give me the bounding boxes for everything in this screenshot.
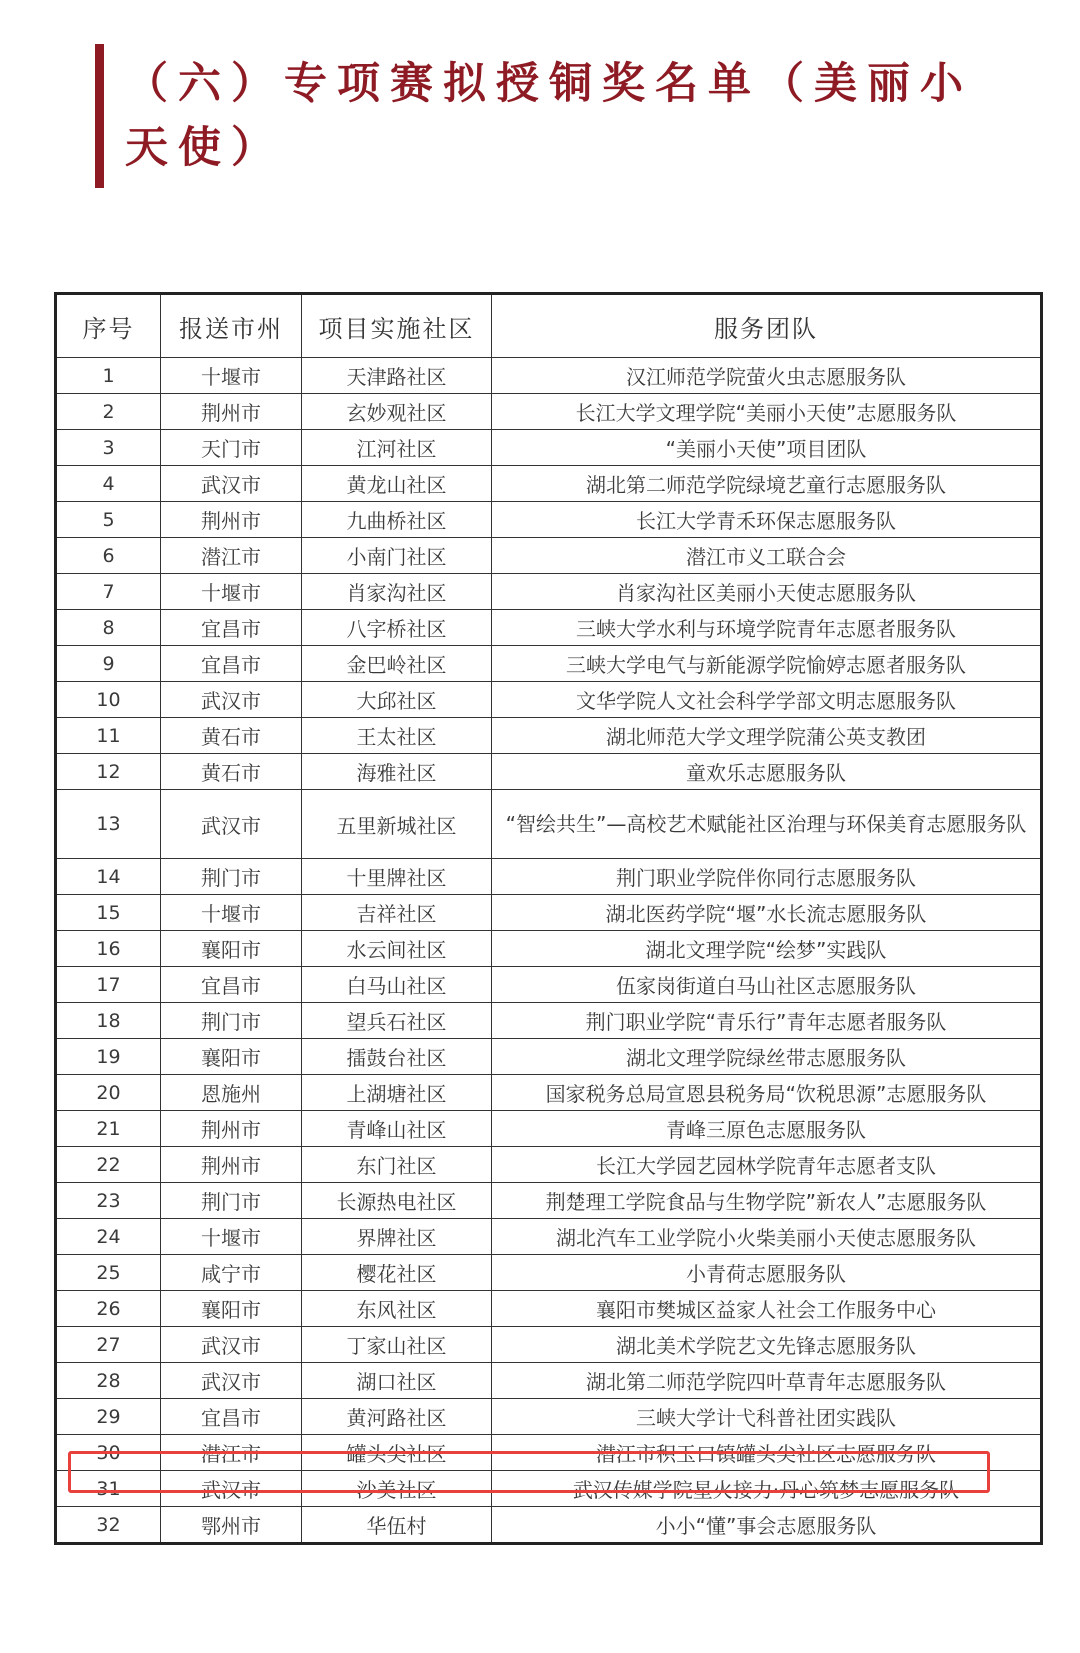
cell-index: 14: [56, 859, 161, 895]
cell-city: 武汉市: [161, 1363, 302, 1399]
table-row: [56, 1147, 1042, 1183]
table-row: [56, 574, 1042, 610]
cell-index: 32: [56, 1507, 161, 1544]
cell-team: 国家税务总局宣恩县税务局“饮税思源”志愿服务队: [492, 1075, 1042, 1111]
table-row: [56, 1075, 1042, 1111]
cell-team: 荆楚理工学院食品与生物学院”新农人”志愿服务队: [492, 1183, 1042, 1219]
cell-team: 武汉传媒学院星火接力·丹心筑梦志愿服务队: [492, 1471, 1042, 1507]
cell-team: 湖北医药学院“堰”水长流志愿服务队: [492, 895, 1042, 931]
cell-city: 襄阳市: [161, 1039, 302, 1075]
table-row: [56, 967, 1042, 1003]
cell-community: 樱花社区: [302, 1255, 492, 1291]
cell-city: 武汉市: [161, 1327, 302, 1363]
table-row: [56, 1039, 1042, 1075]
cell-community: 湖口社区: [302, 1363, 492, 1399]
cell-team: 湖北第二师范学院四叶草青年志愿服务队: [492, 1363, 1042, 1399]
cell-index: 22: [56, 1147, 161, 1183]
cell-community: 水云间社区: [302, 931, 492, 967]
cell-community: 长源热电社区: [302, 1183, 492, 1219]
cell-index: 11: [56, 718, 161, 754]
table-row: [56, 1111, 1042, 1147]
cell-index: 5: [56, 502, 161, 538]
table-row: [56, 1363, 1042, 1399]
cell-index: 7: [56, 574, 161, 610]
table-row: [56, 466, 1042, 502]
cell-community: 五里新城社区: [302, 790, 492, 859]
header-index: 序号: [56, 294, 161, 358]
cell-team: “智绘共生”—高校艺术赋能社区治理与环保美育志愿服务队: [492, 790, 1042, 859]
cell-team: 湖北文理学院绿丝带志愿服务队: [492, 1039, 1042, 1075]
title-accent-bar: [95, 44, 104, 188]
cell-community: 丁家山社区: [302, 1327, 492, 1363]
cell-community: 上湖塘社区: [302, 1075, 492, 1111]
cell-team: 潜江市积玉口镇罐头尖社区志愿服务队: [492, 1435, 1042, 1471]
cell-city: 襄阳市: [161, 931, 302, 967]
table-row: [56, 1399, 1042, 1435]
cell-team: 三峡大学水利与环境学院青年志愿者服务队: [492, 610, 1042, 646]
cell-community: 肖家沟社区: [302, 574, 492, 610]
cell-index: 6: [56, 538, 161, 574]
cell-city: 十堰市: [161, 358, 302, 394]
cell-team: 长江大学青禾环保志愿服务队: [492, 502, 1042, 538]
cell-index: 21: [56, 1111, 161, 1147]
table-row: [56, 790, 1042, 859]
cell-team: 三峡大学计弋科普社团实践队: [492, 1399, 1042, 1435]
cell-team: 小青荷志愿服务队: [492, 1255, 1042, 1291]
cell-index: 31: [56, 1471, 161, 1507]
table-row: [56, 895, 1042, 931]
cell-index: 10: [56, 682, 161, 718]
cell-community: 天津路社区: [302, 358, 492, 394]
cell-city: 荆州市: [161, 394, 302, 430]
cell-team: 湖北汽车工业学院小火柴美丽小天使志愿服务队: [492, 1219, 1042, 1255]
cell-community: 黄龙山社区: [302, 466, 492, 502]
table-row: [56, 859, 1042, 895]
cell-city: 天门市: [161, 430, 302, 466]
cell-city: 襄阳市: [161, 1291, 302, 1327]
cell-index: 1: [56, 358, 161, 394]
award-table: [54, 292, 1043, 1545]
cell-index: 20: [56, 1075, 161, 1111]
table-row: [56, 502, 1042, 538]
cell-city: 武汉市: [161, 466, 302, 502]
table-row: [56, 1219, 1042, 1255]
cell-community: 玄妙观社区: [302, 394, 492, 430]
cell-community: 东门社区: [302, 1147, 492, 1183]
cell-index: 30: [56, 1435, 161, 1471]
table-row: [56, 1003, 1042, 1039]
cell-city: 黄石市: [161, 754, 302, 790]
cell-community: 王太社区: [302, 718, 492, 754]
highlight-box: [68, 1451, 990, 1493]
cell-team: 湖北师范大学文理学院蒲公英支教团: [492, 718, 1042, 754]
cell-city: 宜昌市: [161, 646, 302, 682]
cell-index: 8: [56, 610, 161, 646]
cell-community: 九曲桥社区: [302, 502, 492, 538]
cell-community: 望兵石社区: [302, 1003, 492, 1039]
table-header-row: [56, 294, 1042, 358]
cell-index: 18: [56, 1003, 161, 1039]
cell-community: 海雅社区: [302, 754, 492, 790]
cell-index: 4: [56, 466, 161, 502]
cell-team: 伍家岗街道白马山社区志愿服务队: [492, 967, 1042, 1003]
cell-city: 十堰市: [161, 895, 302, 931]
cell-team: 童欢乐志愿服务队: [492, 754, 1042, 790]
cell-community: 小南门社区: [302, 538, 492, 574]
table-row: [56, 430, 1042, 466]
cell-city: 荆州市: [161, 1147, 302, 1183]
table-row: [56, 931, 1042, 967]
cell-team: 小小“懂”事会志愿服务队: [492, 1507, 1042, 1544]
table-row: [56, 646, 1042, 682]
cell-city: 宜昌市: [161, 967, 302, 1003]
cell-city: 恩施州: [161, 1075, 302, 1111]
table-row: [56, 1183, 1042, 1219]
cell-team: 三峡大学电气与新能源学院愉婷志愿者服务队: [492, 646, 1042, 682]
cell-city: 荆门市: [161, 859, 302, 895]
cell-community: 沙美社区: [302, 1471, 492, 1507]
cell-team: 长江大学园艺园林学院青年志愿者支队: [492, 1147, 1042, 1183]
cell-index: 19: [56, 1039, 161, 1075]
cell-team: 长江大学文理学院“美丽小天使”志愿服务队: [492, 394, 1042, 430]
header-city: 报送市州: [161, 294, 302, 358]
cell-city: 荆门市: [161, 1183, 302, 1219]
cell-community: 十里牌社区: [302, 859, 492, 895]
cell-index: 17: [56, 967, 161, 1003]
table-row: [56, 538, 1042, 574]
cell-city: 十堰市: [161, 574, 302, 610]
table-row: [56, 1327, 1042, 1363]
cell-index: 25: [56, 1255, 161, 1291]
cell-community: 黄河路社区: [302, 1399, 492, 1435]
cell-index: 28: [56, 1363, 161, 1399]
cell-team: 湖北美术学院艺文先锋志愿服务队: [492, 1327, 1042, 1363]
cell-community: 华伍村: [302, 1507, 492, 1544]
cell-city: 宜昌市: [161, 1399, 302, 1435]
table-row: [56, 1255, 1042, 1291]
cell-city: 武汉市: [161, 1471, 302, 1507]
cell-city: 咸宁市: [161, 1255, 302, 1291]
cell-community: 擂鼓台社区: [302, 1039, 492, 1075]
cell-community: 界牌社区: [302, 1219, 492, 1255]
cell-community: 青峰山社区: [302, 1111, 492, 1147]
cell-index: 12: [56, 754, 161, 790]
cell-city: 武汉市: [161, 790, 302, 859]
cell-city: 宜昌市: [161, 610, 302, 646]
cell-index: 9: [56, 646, 161, 682]
table-body: [56, 358, 1042, 1544]
table-row: [56, 610, 1042, 646]
cell-team: 荆门职业学院“青乐行”青年志愿者服务队: [492, 1003, 1042, 1039]
cell-team: 青峰三原色志愿服务队: [492, 1111, 1042, 1147]
table-row: [56, 1507, 1042, 1544]
cell-index: 3: [56, 430, 161, 466]
cell-community: 金巴岭社区: [302, 646, 492, 682]
cell-community: 大邱社区: [302, 682, 492, 718]
cell-index: 27: [56, 1327, 161, 1363]
cell-city: 潜江市: [161, 1435, 302, 1471]
cell-team: 湖北第二师范学院绿境艺童行志愿服务队: [492, 466, 1042, 502]
cell-team: “美丽小天使”项目团队: [492, 430, 1042, 466]
table-row: [56, 754, 1042, 790]
cell-community: 东风社区: [302, 1291, 492, 1327]
cell-city: 潜江市: [161, 538, 302, 574]
cell-index: 13: [56, 790, 161, 859]
header-team: 服务团队: [492, 294, 1042, 358]
cell-team: 汉江师范学院萤火虫志愿服务队: [492, 358, 1042, 394]
page-title: （六）专项赛拟授铜奖名单（美丽小天使）: [125, 59, 973, 173]
cell-index: 16: [56, 931, 161, 967]
cell-community: 白马山社区: [302, 967, 492, 1003]
cell-index: 15: [56, 895, 161, 931]
table-row: [56, 718, 1042, 754]
cell-city: 荆州市: [161, 502, 302, 538]
cell-city: 武汉市: [161, 682, 302, 718]
cell-team: 潜江市义工联合会: [492, 538, 1042, 574]
cell-index: 29: [56, 1399, 161, 1435]
cell-team: 襄阳市樊城区益家人社会工作服务中心: [492, 1291, 1042, 1327]
table-row: [56, 358, 1042, 394]
cell-index: 26: [56, 1291, 161, 1327]
cell-team: 肖家沟社区美丽小天使志愿服务队: [492, 574, 1042, 610]
table-row: [56, 1291, 1042, 1327]
cell-community: 罐头尖社区: [302, 1435, 492, 1471]
cell-community: 吉祥社区: [302, 895, 492, 931]
cell-community: 江河社区: [302, 430, 492, 466]
cell-index: 2: [56, 394, 161, 430]
cell-index: 24: [56, 1219, 161, 1255]
cell-city: 荆州市: [161, 1111, 302, 1147]
cell-team: 湖北文理学院“绘梦”实践队: [492, 931, 1042, 967]
table-row: [56, 682, 1042, 718]
cell-index: 23: [56, 1183, 161, 1219]
cell-city: 荆门市: [161, 1003, 302, 1039]
cell-team: 文华学院人文社会科学学部文明志愿服务队: [492, 682, 1042, 718]
cell-city: 鄂州市: [161, 1507, 302, 1544]
cell-city: 黄石市: [161, 718, 302, 754]
cell-city: 十堰市: [161, 1219, 302, 1255]
cell-team: 荆门职业学院伴你同行志愿服务队: [492, 859, 1042, 895]
cell-community: 八字桥社区: [302, 610, 492, 646]
table-row: [56, 394, 1042, 430]
header-community: 项目实施社区: [302, 294, 492, 358]
